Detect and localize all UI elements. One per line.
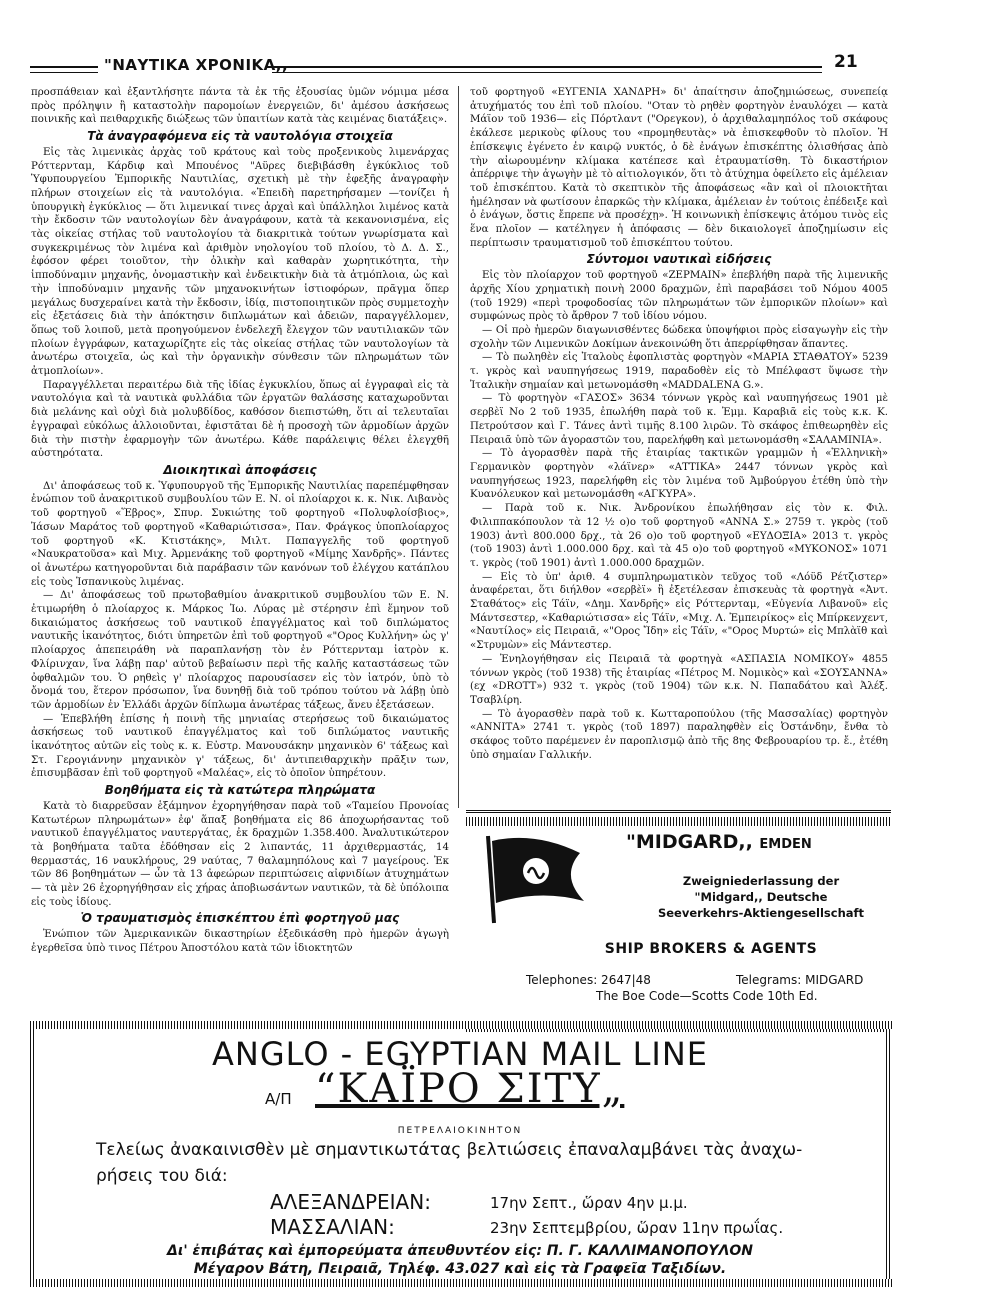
page-header (0, 52, 1000, 82)
article-paragraph: — Τὸ πωληθὲν εἰς Ἰταλοὺς ἐφοπλιστὰς φορτηγὸν «ΜΑΡΙΑ ΣΤΑΘΑΤΟΥ» 5239 τ. γκρὸς καὶ ναυπηγήσεως 1919, παραδοθὲν εἰς τὸ Μπέλφαστ ὕψωσε τὴν Ἰταλικὴν σημαίαν καὶ μετωνομάσθη «MADDALENA G.». (470, 352, 888, 391)
telephones: Telephones: 2647|48 (526, 973, 651, 987)
article-paragraph: — Εἰς τὸ ὑπ' ἀριθ. 4 συμπληρωματικὸν τεῦχος τοῦ «Λόϋδ Ρέτζιστερ» ἀναφέρεται, ὅτι διήλθον «σερβὲϊ» ἢ ἐξετέλεσαν ἐπισκευὰς τὰ φορτηγὰ «Ἀντ. Σταθάτος» εἰς Τάϊν, «Δημ. Χανδρῆς» εἰς Ρόττερνταμ, «Εὐγενία Λιβανοῦ» εἰς Μάντσεστερ, «Καθαριώτισσα» εἰς Τάϊν, «Μιχ. Λ. Ἐμπειρίκος» εἰς Μπίρκενχεντ, «Ναυτίλος» εἰς Πειραιᾶ, «"Ορος Ἴδη» εἰς Τάϊν, «"Ορος Μυρτώ» εἰς Μπλὰϊθ καὶ «Στρυμὼν» εἰς Μάντεστερ. (470, 571, 888, 652)
departure-time: 23ην Σεπτεμβρίου, ὥραν 11ην πρωΐας. (490, 1219, 784, 1237)
article-heading: Ὁ τραυματισμὸς ἐπισκέπτου ἐπὶ φορτηγοῦ μας (80, 911, 400, 926)
right-column (470, 86, 888, 762)
article-paragraph: — Οἱ πρὸ ἡμερῶν διαγωνισθέντες δώδεκα ὑποψήφιοι πρὸς εἰσαγωγὴν εἰς τὴν σχολὴν τῶν Λιμενικῶν Δοκίμων ἀνεκοινώθη ὅτι ἀπερρίφθησαν ἅπαντες. (470, 324, 888, 350)
ship-prefix: Α/Π (265, 1090, 292, 1108)
codes: The Boe Code—Scotts Code 10th Ed. (596, 989, 818, 1003)
contact-line: Δι' ἐπιβάτας καὶ ἐμπορεύματα ἀπευθυντέον εἰς: Π. Γ. ΚΑΛΛΙΜΑΝΟΠΟΥΛΟΝ (167, 1243, 753, 1259)
article-paragraph: Κατὰ τὸ διαρρεῦσαν ἑξάμηνον ἐχορηγήθησαν παρὰ τοῦ «Ταμείου Προνοίας Κατωτέρων πληρωμάτων» ἐφ' ἅπαξ βοηθήματα εἰς 86 ἀποχωρήσαντας τοῦ ναυτικοῦ ἐπαγγέλματος ναυτεργάτας, ἐκ δραχμῶν 1.358.400. Ἀναλυτικώτερον τὰ βοηθήματα ταῦτα ἐδόθησαν εἰς 2 λιπαντάς, 11 ἀρχιθερμαστάς, 14 θερμαστάς, 16 ναυκλήρους, 29 ναύτας, 7 θαλαμηπόλους καὶ 7 μαγείρους. Ἐκ τῶν 86 βοηθημάτων — ὧν τὰ 13 ἀφεώρων περιπτώσεις αἰφνιδίων ἀτυχημάτων — τὰ μὲν 26 ἐχορηγήθησαν εἰς χήρας ἀποβιωσάντων ναυτικῶν, τὰ δὲ ὑπόλοιπα εἰς τοὺς ἰδίους. (31, 800, 449, 908)
contact-address: Μέγαρον Βάτη, Πειραιᾶ, Τηλέφ. 43.027 καὶ εἰς τὰ Γραφεῖα Ταξιδίων. (193, 1261, 727, 1277)
page-number: 21 (834, 52, 858, 72)
destination: ΜΑΣΣΑΛΙΑΝ: (270, 1215, 395, 1239)
article-paragraph: — Τὸ ἀγορασθὲν παρὰ τοῦ κ. Κωτταροπούλου (τῆς Μασσαλίας) φορτηγὸν «ΑΝΝΙΤΑ» 2741 τ. γκρὸς (τοῦ 1897) παραληφθὲν εἰς Ὀστάνδην, ἔνθα τὸ σκάφος τοῦτο παρέμενεν ἐν παροπλισμῷ ἀπὸ τῆς 8ης Φεβρουαρίου τρ. ἔ., ἐτέθη ὑπὸ σημαίαν Γαλλικήν. (470, 708, 888, 761)
article-paragraph: Ἐνώπιον τῶν Ἀμερικανικῶν δικαστηρίων ἐξεδικάσθη πρὸ ἡμερῶν ἀγωγὴ ἐγερθεῖσα ὑπὸ τινος Πέτρου Ἀποστόλου κατὰ τῶν ἰδιοκτητῶν (31, 929, 449, 954)
article-paragraph: — Δι' ἀποφάσεως τοῦ πρωτοβαθμίου ἀνακριτικοῦ συμβουλίου τῶν Ε. Ν. ἐτιμωρήθη ὁ πλοίαρχος κ. Μάρκος Ἰω. Λύρας μὲ στέρησιν ἐπὶ ἕμηνον τοῦ δικαιώματος ἀσκήσεως τοῦ ναυτικοῦ ἐπαγγέλματος καὶ τοῦ διπλώματος ναυτικῆς ἱκανότητος, διότι ὑπηρετῶν ἐπὶ τοῦ φορτηγοῦ «"Ορος Κυλλήνη» ὡς γ' πλοίαρχος ἀπεπειράθη νὰ παραπλανήσῃ τὸν ἐν Ρόττερνταμ ἰατρὸν κ. Φλίρινχαν, ἵνα λάβῃ παρ' αὐτοῦ βεβαίωσιν περὶ τῆς καλῆς καταστάσεως τῶν ὀφθαλμῶν του. Ὁ ρηθεὶς γ' πλοίαρχος παρουσίασεν εἰς τὸν ἰατρόν, ὑπὸ τὸ ὄνομά του, ἕτερον πρόσωπον, ἵνα δυνηθῇ διὰ τοῦ τρόπου τούτου νὰ λάβῃ ὑπὸ τῶν ἁρμοδίων ἐν Ἑλλάδι ἀρχῶν δίπλωμα ἀνωτέρας τάξεως, ἄνευ ἐξετάσεων. (31, 590, 449, 711)
article-paragraph: — Τὸ φορτηγὸν «ΓΑΣΟΣ» 3634 τόννων γκρὸς καὶ ναυπηγήσεως 1901 μὲ σερβὲϊ Νο 2 τοῦ 1935, ἐπωλήθη παρὰ τοῦ κ. Ἐμμ. Καραβιᾶ εἰς τοὺς κ.κ. Κ. Πετρούτσον καὶ Γ. Τάνες ἀντὶ τιμῆς 8.100 λιρῶν. Τὸ σκάφος ἐπιθεωρηθὲν εἰς Πειραιᾶ ὑπὸ τῶν ἀγοραστῶν του, παρελήφθη καὶ μετωνομάσθη «ΣΑΛΑΜΙΝΙΑ». (470, 393, 888, 446)
article-paragraph: Παραγγέλλεται περαιτέρω διὰ τῆς ἰδίας ἐγκυκλίου, ὅπως αἱ ἐγγραφαὶ εἰς τὰ ναυτολόγια καὶ τὰ ναυτικὰ φυλλάδια τῶν ἐργατῶν θαλάσσης καταχωροῦνται διὰ μελάνης καὶ οὐχὶ διὰ μολυβδίδος, καθόσον διεπιστώθη, ὅτι αἱ τελευταῖαι ἐγγραφαὶ εὐκόλως ἀλλοιοῦνται, ἐφιστᾶται δὲ ἡ προσοχὴ τῶν ἁρμοδίων ἀρχῶν διὰ τὴν πιστὴν ἐφαρμογὴν τῶν ἀνωτέρω. Κάθε παράλειψις θέλει ἐλεγχθῆ αὐστηρότατα. (31, 379, 449, 460)
mail-line-advertisement (30, 1030, 890, 1277)
article-paragraph: — Ἐπεβλήθη ἐπίσης ἡ ποινὴ τῆς μηνιαίας στερήσεως τοῦ δικαιώματος ἀσκήσεως τοῦ ναυτικοῦ ἐπαγγέλματος καὶ τοῦ διπλώματος ναυτικῆς ἱκανότητος αὐτῶν εἰς τοὺς κ. κ. Εὐστρ. Μανουσάκην μηχανικὸν 6' τάξεως καὶ Στ. Γερογιάννην μηχανικὸν γ' τάξεως, δι' ἀντιπειθαρχικὴν πρᾶξιν των, ἐπισυμβᾶσαν ἐπὶ τοῦ φορτηγοῦ «Μαλέας», εἰς τὸ ὁποῖον ὑπηρέτουν. (31, 713, 449, 780)
company-line: "Midgard,, Deutsche (694, 890, 828, 904)
article-paragraph: προσπάθειαν καὶ ἐξαντλήσητε πάντα τὰ ἐκ τῆς ἐξουσίας ὑμῶν νόμιμα μέσα πρὸς πρόληψιν ἢ καταστολὴν παρομοίων ἐνεργειῶν, δι' ἀμέσου ἀσκήσεως ποινικῆς καὶ πειθαρχικῆς διώξεως τῶν ὑπαιτίων κατὰ τὰς κειμένας διατάξεις». (31, 87, 449, 126)
telegrams: Telegrams: MIDGARD (736, 973, 864, 987)
line-name: ANGLO - EGYPTIAN MAIL LINE (212, 1035, 708, 1073)
midgard-advertisement (466, 810, 891, 1035)
article-heading: Διοικητικαὶ ἀποφάσεις (163, 462, 317, 477)
article-heading: Τὰ ἀναγραφόμενα εἰς τὰ ναυτολόγια στοιχεῖα (87, 129, 393, 144)
company-city: EMDEN (759, 837, 812, 852)
company-line: Seeverkehrs-Aktiengesellschaft (657, 906, 865, 920)
article-paragraph: Δι' ἀποφάσεως τοῦ κ. Ὑφυπουργοῦ τῆς Ἐμπορικῆς Ναυτιλίας παρεπέμφθησαν ἐνώπιον τοῦ ἀνακριτικοῦ συμβουλίου τῶν Ε. Ν. οἱ πλοίαρχοι κ. κ. Νικ. Λιβανὸς τοῦ φορτηγοῦ «Ἕβρος», Σπυρ. Συκιώτης τοῦ φορτηγοῦ «Πολυφλοίσβιος», Ἰάσων Μαράτος τοῦ φορτηγοῦ «Καθαριώτισσα», Παν. Φράγκος ὑποπλοίαρχος τοῦ φορτηγοῦ «Κ. Κτιστάκης», Μιλτ. Παπαγγελῆς τοῦ φορτηγοῦ «Ναυκρατοῦσα» καὶ Μιχ. Ἀρμενάκης τοῦ φορτηγοῦ «Μίμης Χανδρῆς». Πάντες οἱ ἀνωτέρω κατηγοροῦνται διὰ παράβασιν τῶν κανόνων τοῦ ἐλέγχου κατάπλου εἰς τοὺς Ἱσπανικοὺς λιμένας. (31, 480, 449, 588)
article-heading: Βοηθήματα εἰς τὰ κατώτερα πληρώματα (104, 783, 376, 798)
hatched-border (466, 817, 891, 826)
article-paragraph: Εἰς τὰς λιμενικὰς ἀρχὰς τοῦ κράτους καὶ τοὺς προξενικοὺς λιμενάρχας Ρόττερνταμ, Κάρδιφ καὶ Μπουένος "Αϋρες διεβιβάσθη ἐγκύκλιος τοῦ Ὑφυπουργείου Ἐμπορικῆς Ναυτιλίας, σχετικὴ μὲ τὴν ἐφεξῆς ἀναγραφὴν πλήρων στοιχείων εἰς τὰ ναυτολόγια. «Ἐπειδὴ παρετηρήσαμεν —τονίζει ἡ ὑπουργικὴ ἐγκύκλιος — ὅτι λιμενικαί τινες ἀρχαὶ καὶ ὑπάλληλοι λιμένος κατὰ τὴν ἔκδοσιν τῶν ναυτολογίων δὲν ἀναγράφουν, κατὰ τὰ κεκανονισμένα, εἰς τὰς οἰκείας στήλας τοῦ ναυτολογίου τὰ διακριτικὰ τούτων γνωρίσματα καὶ συγκεκριμένως τὸν λιμένα καὶ ἀριθμὸν νηολογίου τοῦ πλοίου, τὸ Δ. Δ. Σ., ἐφόσον φέρει τοιοῦτον, τὴν ὁλικὴν καὶ καθαρὰν χωρητικότητα, τὴν ἱπποδύναμιν μηχανῆς, ὀνομαστικὴν καὶ ἐνδεικτικὴν διὰ τὰ ἀτμόπλοια, ὡς καὶ τὴν ἱπποδύναμιν μηχανῆς τῶν μηχανοκινήτων ἱστιοφόρων, πρᾶγμα ὅπερ μεγάλως δυσχεραίνει κατὰ τὴν ἔκδοσιν, ἰδίᾳ, πιστοποιητικῶν πρὸς συμμετοχὴν εἰς ἐξετάσεις διὰ τὴν ἀπόκτησιν διπλωμάτων καὶ ἀδειῶν, παραγγέλλομεν, ὅπως τοῦ λοιποῦ, μετὰ προηγούμενον ἐνδελεχῆ ἔλεγχον τῶν ναυτιλιακῶν τῶν πλοίων ἐγγράφων, καταχωρίζητε εἰς τὰς οἰκείας στήλας τῶν ναυτολογίων τὰ ἀνωτέρω στοιχεῖα, ὡς καὶ τὴν ὀργανικὴν σύνθεσιν τῶν πληρωμάτων τῶν ἀτμοπλοίων». (31, 146, 449, 378)
company-name (626, 831, 812, 853)
departure-time: 17ην Σεπτ., ὥραν 4ην μ.μ. (490, 1194, 688, 1212)
column-divider (458, 86, 459, 808)
header-rule (30, 66, 98, 73)
company-line: Zweigniederlassung der (682, 874, 840, 888)
hatched-border (30, 1021, 892, 1029)
ship-type: ΠΕΤΡΕΛΑΙΟΚΙΝΗΤΟΝ (397, 1126, 523, 1136)
article-heading: Σύντομοι ναυτικαὶ εἰδήσεις (586, 252, 772, 267)
article-paragraph: τοῦ φορτηγοῦ «ΕΥΓΕΝΙΑ ΧΑΝΔΡΗ» δι' ἀπαίτησιν ἀποζημιώσεως, συνεπείᾳ ἀτυχήματός του ἐπὶ τοῦ πλοίου. "Οταν τὸ ρηθὲν φορτηγὸν ἐναυλόχει — κατὰ Μάϊον τοῦ 1936— εἰς Πόρτλαντ ("Ορεγκον), ὁ ἀρχιθαλαμηπόλος τοῦ σκάφους ἐκάλεσε μερικοὺς φίλους του «προμηθευτὰς» νὰ ἐπισκεφθοῦν τὸ πλοῖον. Ἡ ἐπίσκεψις ἐγένετο ἐν καιρῷ νυκτός, ὁ δὲ ἐνάγων ἐπισκέπτης ὀλισθήσας ἀπὸ τὴν αἰωρουμένην κλίμακα κατέπεσε καὶ ἐτραυματίσθη. Τὸ δικαστήριον ἀπέρριψε τὴν ἀγωγὴν μὲ τὸ αἰτιολογικόν, ὅτι τὸ ἀτύχημα ὀφείλετο εἰς ἀμέλειαν τοῦ ἐπισκέπτου. Κατὰ τὸ σκεπτικὸν τῆς ἀποφάσεως «ἂν καὶ οἱ πλοιοκτῆται ἠμέλησαν νὰ φωτίσουν ἐπαρκῶς τὴν κλίμακα, ἀμέλειαν ἐν τούτοις ἐπέδειξε καὶ ὁ ἐνάγων, ὅστις ἔπρεπε νὰ προσέχῃ». Ἡ κοινωνικὴ ἐπίσκεψις ἀτόμου τινὸς εἰς ἕνα πλοῖον — κατέληγεν ἡ ἀπόφασις — δὲν δικαιολογεῖ ἀποζημίωσιν εἰς περίπτωσιν τραυματισμοῦ τοῦ ἐπισκέπτου τούτου. (470, 87, 888, 249)
ad-text: Τελείως ἀνακαινισθὲν μὲ σημαντικωτάτας βελτιώσεις ἐπαναλαμβάνει τὰς ἀναχω- (96, 1140, 803, 1160)
publication-title: "ΝΑΥΤΙΚΑ ΧΡΟΝΙΚΑ,, (104, 56, 289, 74)
company-role: SHIP BROKERS & AGENTS (604, 941, 818, 957)
article-paragraph: — Παρὰ τοῦ κ. Νικ. Ἀνδρονίκου ἐπωλήθησαν εἰς τὸν κ. Φιλ. Φιλιππακόπουλον τὰ 12 ½ ο)ο τοῦ φορτηγοῦ «ΑΝΝΑ Σ.» 2759 τ. γκρὸς (τοῦ 1903) ἀντὶ 800.000 δρχ., τὰ 26 ο)ο τοῦ φορτηγοῦ «ΕΥΔΟΞΙΑ» 2013 τ. γκρὸς (τοῦ 1903) ἀντὶ 1.000.000 δρχ. καὶ τὰ 45 ο)ο τοῦ φορτηγοῦ «ΜΥΚΟΝΟΣ» 1071 τ. γκρὸς (τοῦ 1901) ἀντὶ 1.000.000 δραχμῶν. (470, 503, 888, 569)
article-paragraph: — Ἐνηλογήθησαν εἰς Πειραιᾶ τὰ φορτηγὰ «ΑΣΠΑΣΙΑ ΝΟΜΙΚΟΥ» 4855 τόννων γκρὸς (τοῦ 1938) τῆς ἑταιρίας «Πέτρος Μ. Νομικὸς» καὶ «ΣΟΥΣΑΝΝΑ» (εχ «DROTT») 932 τ. γκρὸς (τοῦ 1904) τῶν κ.κ. Ν. Παπαδάτου καὶ Ἀλέξ. Τσαβλίρη. (470, 653, 888, 706)
flag-icon (480, 831, 590, 926)
hatched-border (30, 1279, 892, 1287)
article-paragraph: Εἰς τὸν πλοίαρχον τοῦ φορτηγοῦ «ΖΕΡΜΑΙΝ» ἐπεβλήθη παρὰ τῆς λιμενικῆς ἀρχῆς Χίου χρηματικὴ ποινὴ 2000 δραχμῶν, ἐπὶ παραβάσει τοῦ Νόμου 4005 (τοῦ 1929) «περὶ τροφοδοσίας τῶν πληρωμάτων τῶν ἐμπορικῶν πλοίων» καὶ συμφώνως πρὸς τὸ ἄρθρον 7 τοῦ ἰδίου νόμου. (470, 270, 888, 323)
destination: ΑΛΕΞΑΝΔΡΕΙΑΝ: (270, 1190, 431, 1214)
left-column (31, 86, 449, 956)
company-description (636, 873, 886, 921)
company-name-text: "MIDGARD,, (626, 831, 753, 853)
ship-name: “ΚΑΪΡΟ ΣΙΤΥ„ (315, 1066, 625, 1112)
article-paragraph: — Τὸ ἀγορασθὲν παρὰ τῆς ἑταιρίας τακτικῶν γραμμῶν ἡ «Ἑλληνικὴ» Γερμανικὸν φορτηγὸν «λάϊνερ» «ΑΤΤΙΚΑ» 2447 τόννων γκρὸς καὶ ναυπηγήσεως 1923, παρελήφθη εἰς τὸν λιμένα τοῦ Ἀμβούργου ἐτέθη ὑπὸ τὴν Κυανόλευκον καὶ μετωνομάσθη «ΑΓΚΥΡΑ». (470, 448, 888, 501)
ad-text: ρήσεις του διά: (96, 1166, 228, 1186)
header-rule (272, 66, 822, 73)
